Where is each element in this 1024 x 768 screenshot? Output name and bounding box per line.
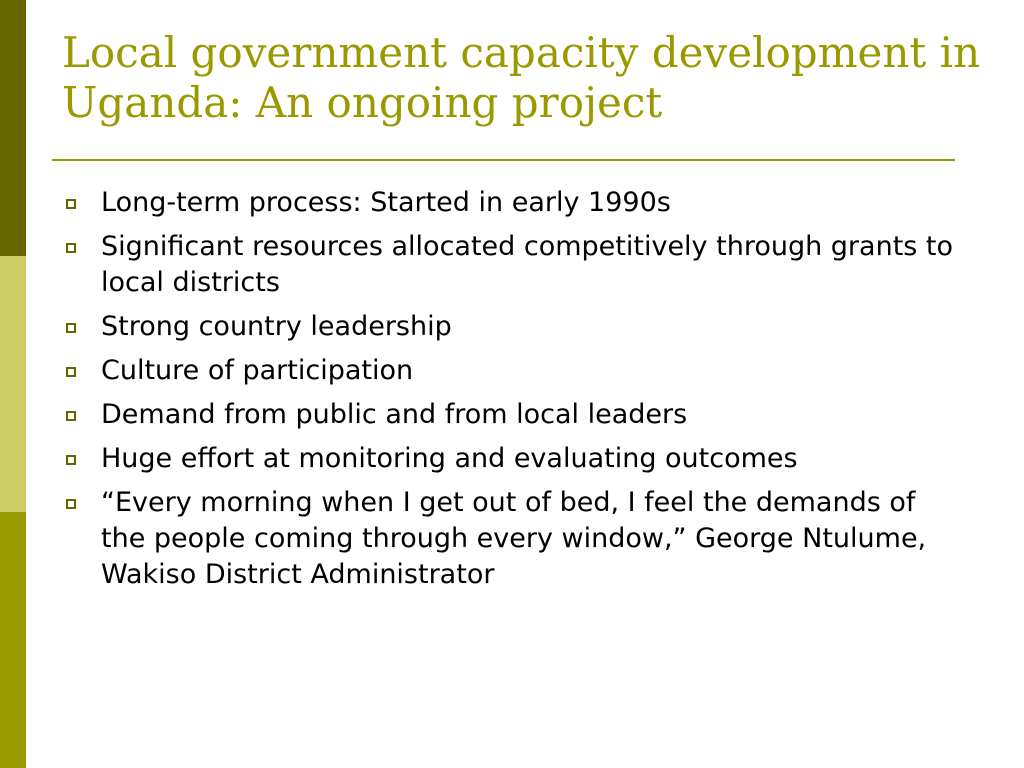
bullet-text: Significant resources allocated competitively through grants to local districts (101, 231, 954, 298)
bullet-item (66, 441, 966, 477)
sidebar-stripe-middle (0, 256, 26, 512)
sidebar-stripe-bottom (0, 512, 26, 768)
bullet-text: Huge effort at monitoring and evaluating outcomes (101, 443, 798, 474)
bullet-item (66, 229, 966, 301)
square-bullet-icon (66, 455, 76, 465)
square-bullet-icon (66, 199, 76, 209)
square-bullet-icon (66, 367, 76, 377)
title-divider (52, 159, 955, 161)
square-bullet-icon (66, 499, 76, 509)
sidebar-stripe-top (0, 0, 26, 256)
bullet-text: “Every morning when I get out of bed, I feel the demands of the people coming through every window,” George Ntulume, Wakiso District Administrator (101, 487, 927, 590)
bullet-list (66, 185, 966, 601)
bullet-item (66, 397, 966, 433)
square-bullet-icon (66, 323, 76, 333)
bullet-text: Culture of participation (101, 355, 414, 386)
square-bullet-icon (66, 243, 76, 253)
bullet-item (66, 353, 966, 389)
bullet-item (66, 185, 966, 221)
bullet-text: Demand from public and from local leaders (101, 399, 688, 430)
slide-title: Local government capacity development in Uganda: An ongoing project (62, 28, 981, 127)
bullet-text: Long-term process: Started in early 1990s (101, 187, 671, 218)
bullet-item (66, 309, 966, 345)
bullet-text: Strong country leadership (101, 311, 452, 342)
square-bullet-icon (66, 411, 76, 421)
bullet-item (66, 485, 966, 593)
